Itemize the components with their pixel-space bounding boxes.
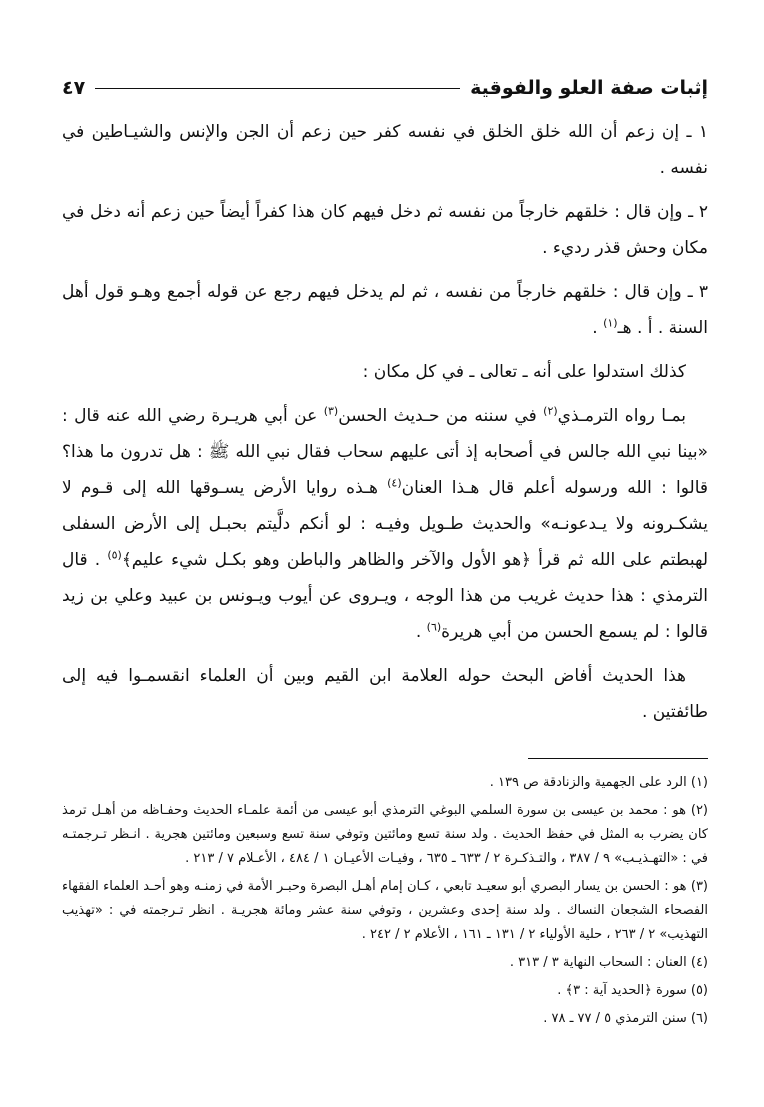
paragraph-5-part-e: . قال الترمذي : هذا حديث غريب من هذا الوجه ، ويـروى عن أيوب ويـونس بن عبيد وعلي بن زيد قالوا : لم يسمع الحسن من أبي هريرة: [62, 550, 708, 642]
footnote-2: (٢) هو : محمد بن عيسى بن سورة السلمي البوغي الترمذي أبو عيسى من أئمة علمـاء الحديث وحفـاظه من أهـل ترمذ كان يضرب به المثل في حفظ الحديث . ولد سنة تسع ومائتين وتوفي سنة تسع وسبعين ومائتين هجرية . انـظر تـرجمتـه في : «التهـذيـب» ٩ / ٣٨٧ ، والتـذكـرة ٢ / ٦٣٣ ـ ٦٣٥ ، وفيـات الأعيـان ١ / ٤٨٤ ، الأعـلام ٧ / ٢١٣ .: [62, 803, 708, 866]
footnote-1: (١) الرد على الجهمية والزنادقة ص ١٣٩ .: [489, 775, 708, 790]
footnote-3: (٣) هو : الحسن بن يسار البصري أبو سعيـد تابعي ، كـان إمام أهـل البصرة وحبـر الأمة في زمنـه وهو أحـد العلماء الفقهاء الفصحاء الشجعان النساك . ولد سنة إحدى وعشرين ، وتوفي سنة عشر ومائة هجريـة . انظر تـرجمته في : «تهذيب التهذيب» ٢ / ٢٦٣ ، حلية الأولياء ٢ / ١٣١ ـ ١٦١ ، الأعلام ٢ / ٢٤٢ .: [62, 879, 708, 942]
footnote-ref-1: (١): [603, 316, 618, 330]
running-title: إثبات صفة العلو والفوقية: [470, 77, 708, 99]
footnote-5: (٥) سورة ﴿الحديد آية : ٣﴾ .: [557, 983, 708, 998]
footnote-ref-4: (٤): [387, 476, 402, 490]
paragraph-3: [62, 274, 708, 346]
paragraph-6: هذا الحديث أفاض البحث حوله العلامة ابن القيم وبين أن العلماء انقسمـوا فيه إلى طائفتين .: [62, 666, 708, 722]
paragraph-5-end: .: [415, 622, 427, 642]
paragraph-5-part-d: هـذه روايا الأرض يسـوقها الله إلى قـوم لا يشكـرونه ولا يـدعونـه» والحديث طـويل وفيـه : لو أنكم دلَّيتم بحبـل إلى الأرض السفلى لهبطتم على الله ثم قرأ ﴿هو الأول والآخر والظاهر والباطن وهو بكـل شيء عليم﴾: [62, 478, 708, 570]
footnote-6: (٦) سنن الترمذي ٥ / ٧٧ ـ ٧٨ .: [543, 1011, 708, 1026]
paragraph-5: [62, 398, 708, 650]
footnote-ref-3: (٣): [323, 404, 339, 418]
paragraph-5-part-b: في سننه من حـديث الحسن: [338, 406, 544, 426]
footnote-ref-6: (٦): [426, 620, 442, 634]
paragraph-4: كذلك استدلوا على أنه ـ تعالى ـ في كل مكان :: [362, 362, 686, 382]
book-page: [62, 68, 708, 1087]
paragraph-3-end: .: [592, 318, 604, 338]
paragraph-1: ١ ـ إن زعم أن الله خلق الخلق في نفسه كفر حين زعم أن الجن والإنس والشيـاطين في نفسه .: [62, 122, 708, 178]
footnote-ref-5: (٥): [107, 548, 122, 562]
footnote-separator: [528, 758, 708, 759]
page-number: ٤٧: [62, 77, 86, 99]
header-rule: [95, 88, 460, 89]
paragraph-5-part-a: بمـا رواه الترمـذي: [557, 406, 687, 426]
running-header: [62, 68, 708, 108]
footnote-4: (٤) العنان : السحاب النهاية ٣ / ٣١٣ .: [509, 955, 708, 970]
footnotes: [62, 771, 708, 1031]
paragraph-2: ٢ ـ وإن قال : خلقهم خارجاً من نفسه ثم دخل فيهم كان هذا كفراً أيضاً حين زعم أنه دخل في مكان وحش قذر رديء .: [62, 202, 708, 258]
main-text: [62, 114, 708, 730]
paragraph-3-text: ٣ ـ وإن قال : خلقهم خارجاً من نفسه ، ثم لم يدخل فيهم رجع عن قوله أجمع وهـو قول أهل السنة . أ . هـ: [62, 282, 708, 338]
paragraph-5-part-c: عن أبي هريـرة رضي الله عنه قال : «بينا نبي الله جالس في أصحابه إذ أتى عليهم سحاب فقال نبي الله ﷺ : هل تدرون ما هذا؟ قالوا : الله ورسوله أعلم قال هـذا العنان: [62, 406, 708, 498]
footnote-ref-2: (٢): [543, 404, 558, 418]
